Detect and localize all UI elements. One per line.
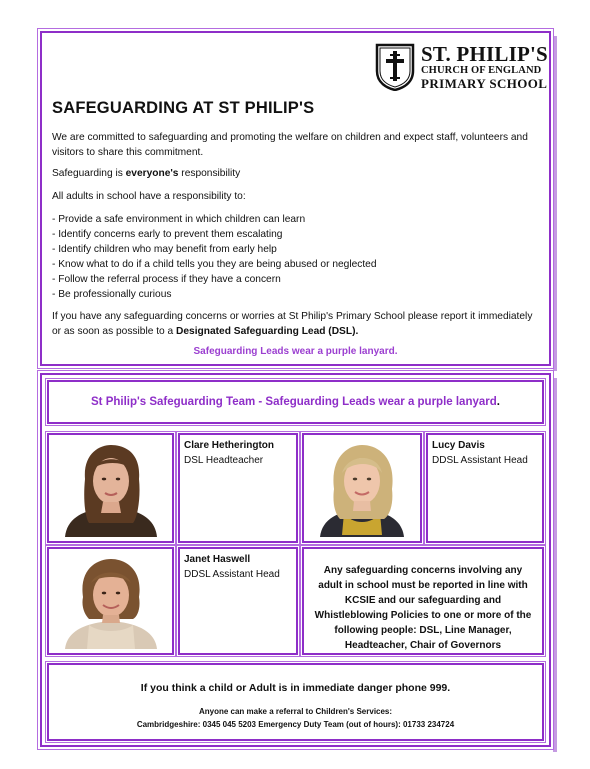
report-prefix: If you have any safeguarding concerns or worries at St Philip's Primary School please report it immediately or as soon as possible to a — [52, 311, 533, 337]
portrait-photo — [308, 439, 416, 537]
danger-text: If you think a child or Adult is in immediate danger phone 999. — [140, 682, 451, 694]
dsl-bold: Designated Safeguarding Lead (DSL). — [176, 326, 359, 337]
portrait-photo — [55, 553, 167, 649]
list-item: - Be professionally curious — [52, 289, 172, 300]
list-item: - Follow the referral process if they have a concern — [52, 274, 281, 285]
team-heading-text: St Philip's Safeguarding Team - Safeguarding Leads wear a purple lanyard — [91, 396, 497, 408]
everyone-suffix: responsibility — [178, 168, 241, 179]
list-item: - Know what to do if a child tells you they are being abused or neglected — [52, 259, 377, 270]
member-name: Lucy Davis — [432, 440, 485, 451]
adults-responsibility-text: All adults in school have a responsibility to: — [52, 191, 246, 202]
member-role: DDSL Assistant Head — [184, 569, 280, 580]
team-heading — [47, 380, 544, 424]
logo-school-name: ST. PHILIP'S — [421, 42, 548, 66]
referral-text: Anyone can make a referral to Children's Services: — [198, 707, 393, 716]
member-info-cell — [426, 433, 544, 543]
contact-numbers: Cambridgeshire: 0345 045 5203 Emergency Duty Team (out of hours): 01733 234724 — [136, 720, 455, 729]
safeguarding-team-box — [40, 373, 551, 747]
everyone-bold: everyone's — [125, 168, 179, 179]
member-info-cell — [178, 433, 298, 543]
commitment-text: We are committed to safeguarding and promoting the welfare on children and expect staff, volunteers and visitors to share this commitment. — [52, 132, 528, 158]
logo-church-line: CHURCH OF ENGLAND — [421, 65, 542, 76]
cross-shield-icon — [375, 43, 415, 91]
safeguarding-info-box — [40, 31, 551, 366]
member-role: DSL Headteacher — [184, 455, 264, 466]
member-role: DDSL Assistant Head — [432, 455, 528, 466]
member-name: Clare Hetherington — [184, 440, 275, 451]
photo-cell — [47, 547, 174, 655]
report-concern-text — [52, 309, 544, 339]
everyone-responsibility-text — [52, 166, 544, 181]
box-shadow — [553, 36, 557, 371]
page-title: SAFEGUARDING AT ST PHILIP'S — [52, 99, 315, 117]
member-name: Janet Haswell — [184, 554, 251, 565]
list-item: - Provide a safe environment in which children can learn — [52, 214, 306, 225]
list-item: - Identify children who may benefit from early help — [52, 244, 277, 255]
photo-cell — [302, 433, 422, 543]
everyone-prefix: Safeguarding is — [52, 168, 126, 179]
emergency-footer — [47, 663, 544, 741]
adult-concerns-notice: Any safeguarding concerns involving any adult in school must be reported in line with KCSIE and our safeguarding and Whistleblowing Policies to one or more of the following people: DSL, Line Manager, Headteacher, Chair of Governors — [302, 547, 544, 655]
team-heading-end: . — [496, 396, 500, 408]
logo-primary-line: PRIMARY SCHOOL — [421, 76, 548, 91]
portrait-photo — [55, 439, 167, 537]
member-info-cell — [178, 547, 298, 655]
responsibility-list — [52, 212, 377, 302]
school-logo — [375, 42, 548, 91]
box-shadow — [553, 378, 557, 752]
list-item: - Identify concerns early to prevent them escalating — [52, 229, 283, 240]
lanyard-note: Safeguarding Leads wear a purple lanyard. — [193, 346, 398, 357]
photo-cell — [47, 433, 174, 543]
